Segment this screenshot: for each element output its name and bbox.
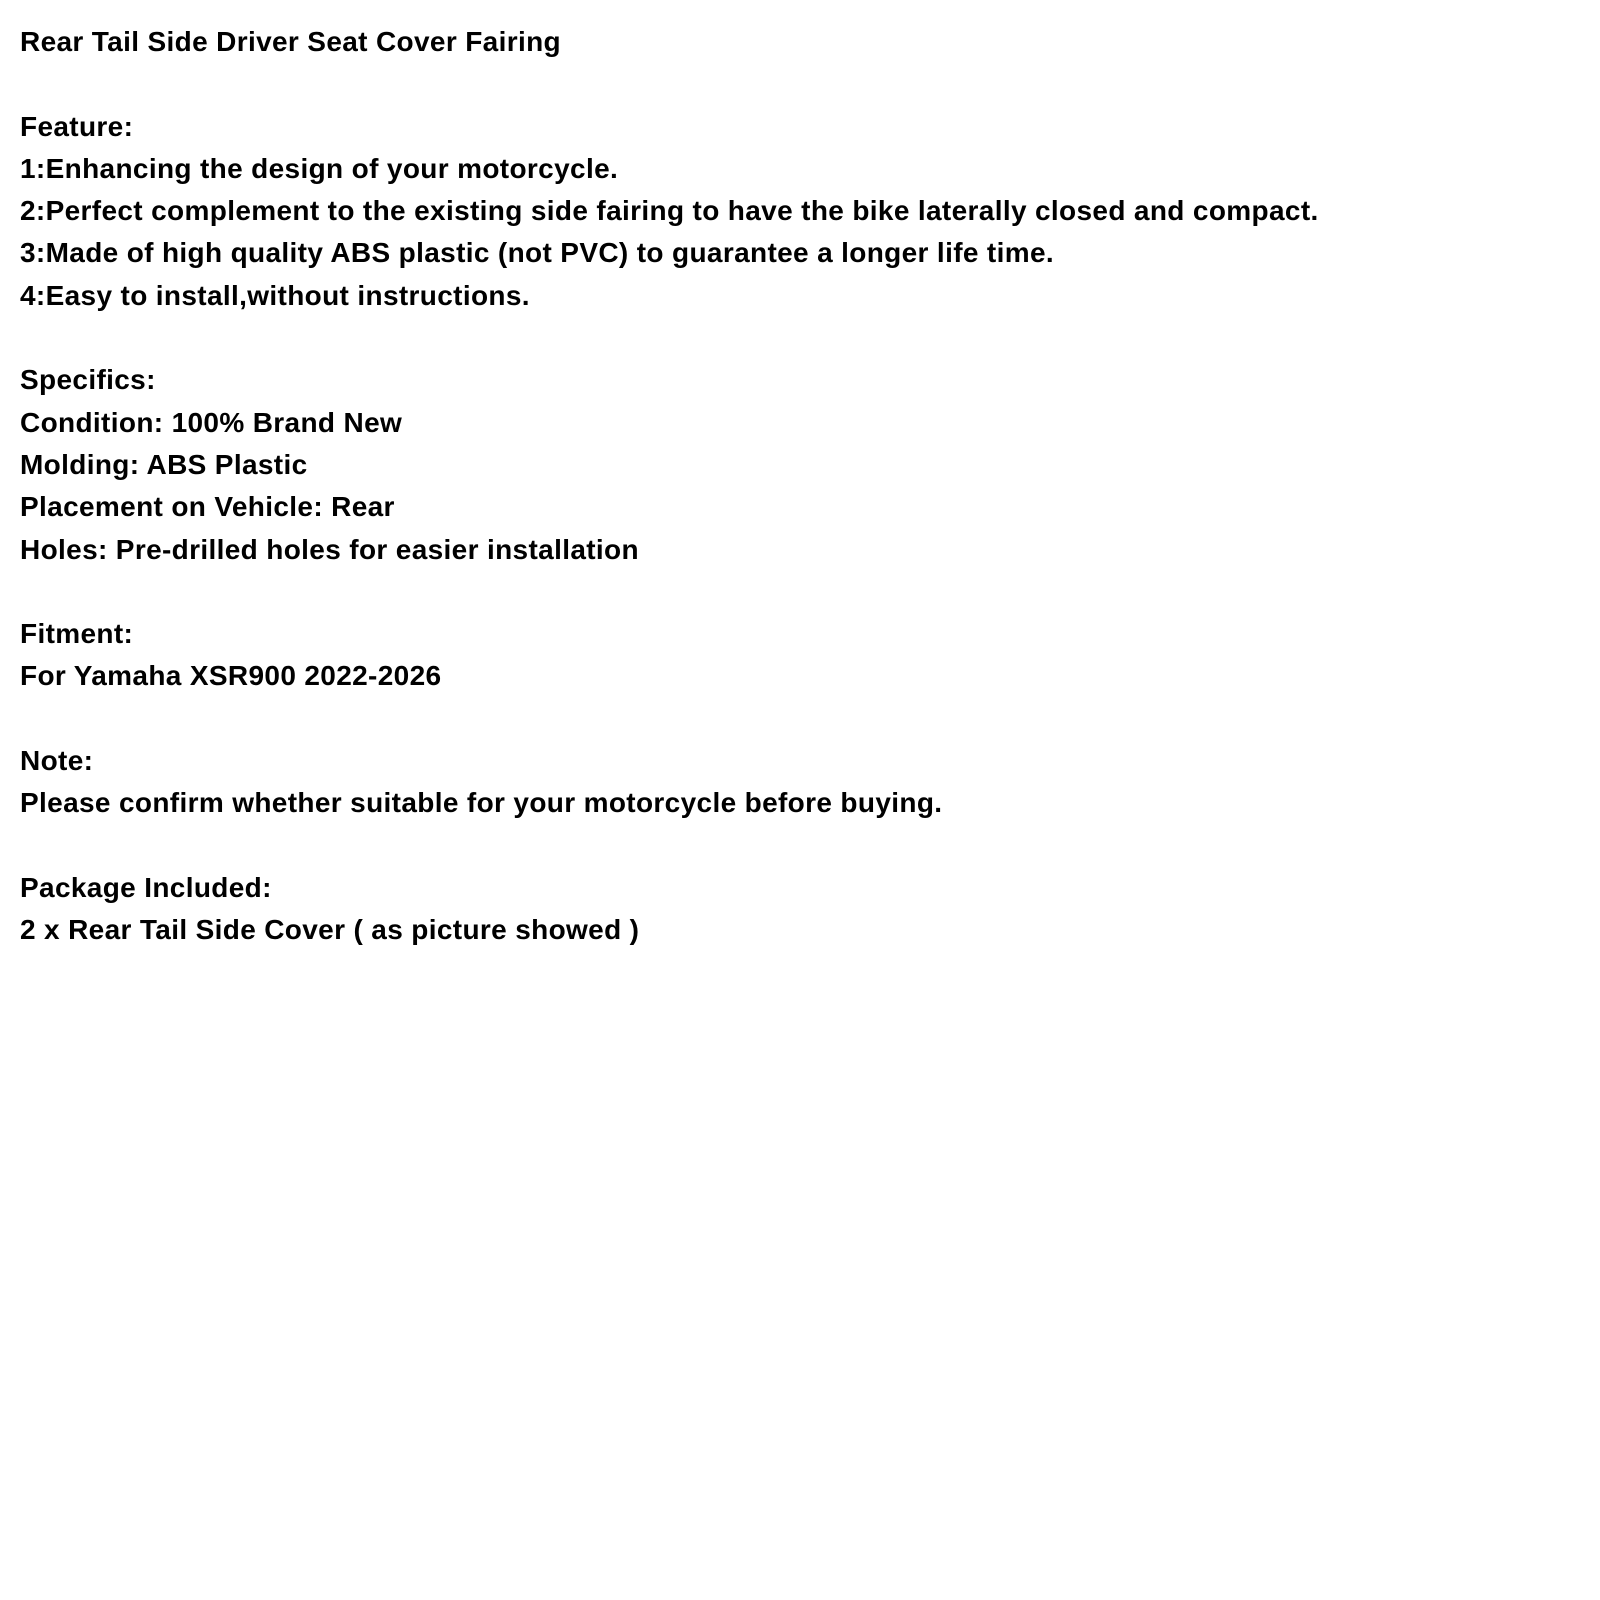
- feature-item: 2:Perfect complement to the existing side fairing to have the bike laterally closed and compact.: [20, 195, 1319, 227]
- spacer: [20, 698, 1580, 740]
- fitment-item: For Yamaha XSR900 2022-2026: [20, 660, 442, 692]
- feature-item: 1:Enhancing the design of your motorcycle.: [20, 152, 619, 184]
- package-item: 2 x Rear Tail Side Cover ( as picture showed ): [20, 914, 640, 946]
- spacer: [20, 571, 1580, 613]
- note-item: Please confirm whether suitable for your motorcycle before buying.: [20, 787, 943, 819]
- product-description: [20, 21, 1580, 952]
- spacer: [20, 63, 1580, 105]
- feature-section: [20, 106, 1580, 317]
- package-section: [20, 867, 1580, 952]
- spacer: [20, 317, 1580, 359]
- specifics-heading: Specifics:: [20, 364, 156, 396]
- note-heading: Note:: [20, 745, 94, 777]
- feature-item: 3:Made of high quality ABS plastic (not PVC) to guarantee a longer life time.: [20, 237, 1055, 269]
- feature-item: 4:Easy to install,without instructions.: [20, 279, 530, 311]
- feature-heading: Feature:: [20, 110, 134, 142]
- fitment-heading: Fitment:: [20, 618, 134, 650]
- specifics-section: [20, 359, 1580, 570]
- specifics-item: Holes: Pre-drilled holes for easier installation: [20, 533, 639, 565]
- fitment-section: [20, 613, 1580, 698]
- product-title: Rear Tail Side Driver Seat Cover Fairing: [20, 26, 562, 57]
- spacer: [20, 825, 1580, 867]
- specifics-item: Placement on Vehicle: Rear: [20, 491, 395, 523]
- package-heading: Package Included:: [20, 871, 272, 903]
- specifics-item: Condition: 100% Brand New: [20, 406, 403, 438]
- note-section: [20, 740, 1580, 825]
- specifics-item: Molding: ABS Plastic: [20, 448, 308, 480]
